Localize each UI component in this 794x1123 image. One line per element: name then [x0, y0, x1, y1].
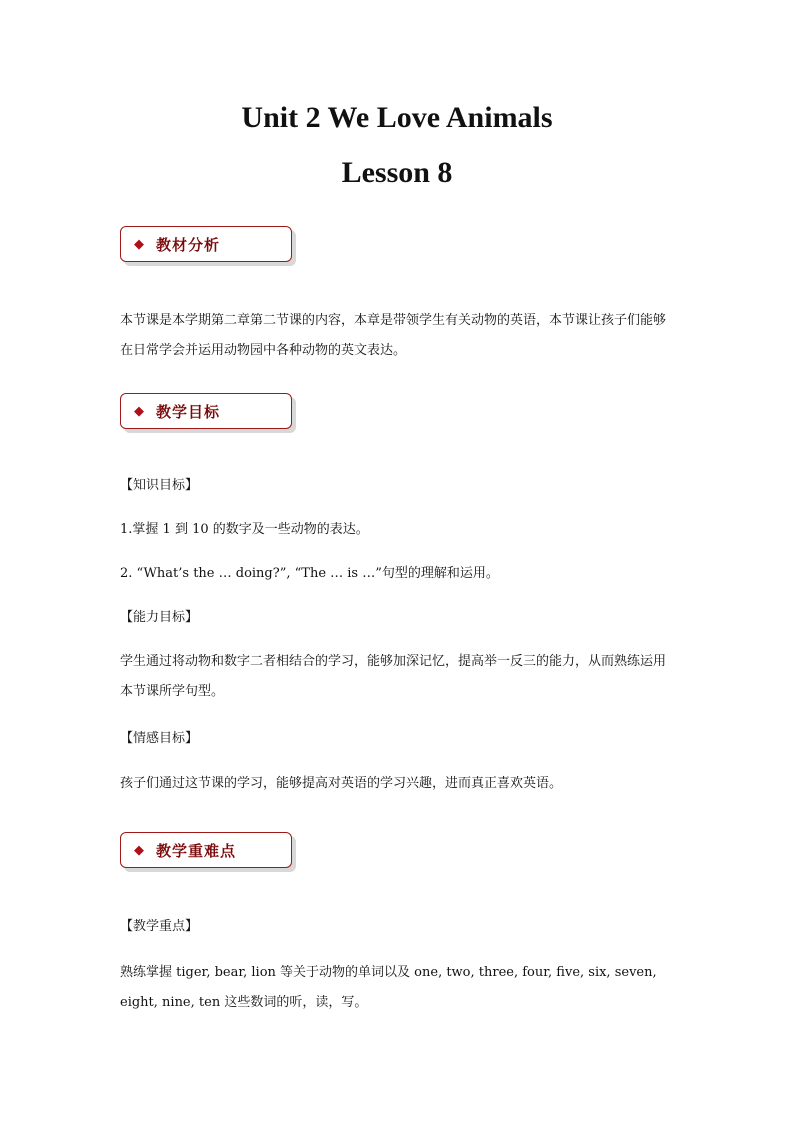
ability-goal-paragraph: 学生通过将动物和数字二者相结合的学习，能够加深记忆，提高举一反三的能力，从而熟练运用本节课所学句型。: [120, 654, 667, 699]
diamond-icon: ◆: [134, 842, 144, 858]
section-heading-label: 教学目标: [156, 402, 221, 421]
emotion-goal-paragraph: 孩子们通过这节课的学习，能够提高对英语的学习兴趣，进而真正喜欢英语。: [120, 776, 563, 791]
teaching-focus-paragraph: 熟练掌握 tiger, bear, lion 等关于动物的单词以及 one, two, three, four, five, six, seven, eight, nine, ten 这些数词的听，读，写。: [120, 965, 657, 1010]
section-heading-key-points: [120, 832, 292, 868]
unit-title: Unit 2 We Love Animals: [241, 101, 553, 134]
ability-goal-title: 【能力目标】: [120, 610, 199, 625]
section-heading-analysis: [120, 226, 292, 262]
knowledge-goal-item-1: 1.掌握 1 到 10 的数字及一些动物的表达。: [120, 522, 369, 537]
lesson-title: Lesson 8: [341, 156, 453, 189]
section-heading-goals: [120, 393, 292, 429]
diamond-icon: ◆: [134, 403, 144, 419]
knowledge-goal-title: 【知识目标】: [120, 478, 199, 493]
analysis-paragraph: 本节课是本学期第二章第二节课的内容，本章是带领学生有关动物的英语，本节课让孩子们能够在日常学会并运用动物园中各种动物的英文表达。: [120, 313, 667, 358]
emotion-goal-title: 【情感目标】: [120, 731, 199, 746]
section-heading-label: 教学重难点: [156, 841, 237, 860]
teaching-focus-title: 【教学重点】: [120, 919, 199, 934]
knowledge-goal-item-2: 2. “What’s the … doing?”, “The … is …”句型的理解和运用。: [120, 566, 499, 581]
diamond-icon: ◆: [134, 236, 144, 252]
section-heading-label: 教材分析: [156, 235, 221, 254]
